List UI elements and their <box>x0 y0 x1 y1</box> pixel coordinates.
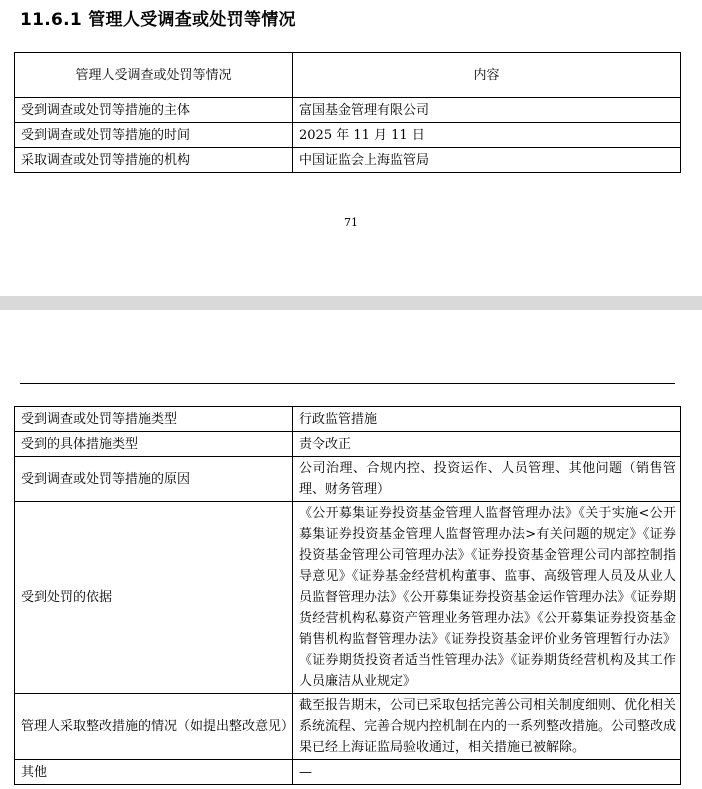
header-cell-category: 管理人受调查或处罚等情况 <box>15 53 293 98</box>
page-separator <box>0 296 702 310</box>
investigation-detail-table <box>14 406 681 785</box>
row-value: 截至报告期末，公司已采取包括完善公司相关制度细则、优化相关系统流程、完善合规内控机制在内的一系列整改措施。公司整改成果已经上海证监局验收通过，相关措施已被解除。 <box>293 694 681 760</box>
table-header-row <box>15 53 681 98</box>
section-heading: 11.6.1 管理人受调查或处罚等情况 <box>20 10 296 30</box>
table-row <box>15 407 681 432</box>
row-value: 责令改正 <box>293 432 681 457</box>
row-value: 2025 年 11 月 11 日 <box>293 123 681 148</box>
row-value: — <box>293 760 681 785</box>
table-row <box>15 123 681 148</box>
header-cell-content: 内容 <box>293 53 681 98</box>
table-row <box>15 148 681 173</box>
table-row <box>15 694 681 760</box>
row-value: 公司治理、合规内控、投资运作、人员管理、其他问题（销售管理、财务管理） <box>293 457 681 502</box>
row-label: 受到的具体措施类型 <box>15 432 293 457</box>
row-label: 采取调查或处罚等措施的机构 <box>15 148 293 173</box>
table-row <box>15 432 681 457</box>
page-number: 71 <box>344 216 358 229</box>
table-row <box>15 502 681 694</box>
row-value: 行政监管措施 <box>293 407 681 432</box>
row-label: 受到调查或处罚等措施的时间 <box>15 123 293 148</box>
header-rule <box>20 383 675 384</box>
document-page-2 <box>0 310 702 789</box>
row-label: 受到调查或处罚等措施类型 <box>15 407 293 432</box>
table-row <box>15 457 681 502</box>
row-value: 《公开募集证券投资基金管理人监督管理办法》《关于实施<公开募集证券投资基金管理人监督管理办法>有关问题的规定》《证券投资基金管理公司管理办法》《证券投资基金管理公司内部控制指导意见》《证券基金经营机构董事、监事、高级管理人员及从业人员监督管理办法》《公开募集证券投资基金运作管理办法》《证券期货经营机构私募资产管理业务管理办法》《公开募集证券投资基金销售机构监督管理办法》《证券投资基金评价业务管理暂行办法》《证券期货投资者适当性管理办法》《证券期货经营机构及其工作人员廉洁从业规定》 <box>293 502 681 694</box>
row-label: 其他 <box>15 760 293 785</box>
table-row <box>15 760 681 785</box>
row-value: 中国证监会上海监管局 <box>293 148 681 173</box>
row-label: 受到调查或处罚等措施的主体 <box>15 98 293 123</box>
table-row <box>15 98 681 123</box>
document-page-1 <box>0 0 702 296</box>
row-label: 管理人采取整改措施的情况（如提出整改意见） <box>15 694 293 760</box>
investigation-summary-table <box>14 52 681 173</box>
row-value: 富国基金管理有限公司 <box>293 98 681 123</box>
row-label: 受到调查或处罚等措施的原因 <box>15 457 293 502</box>
row-label: 受到处罚的依据 <box>15 502 293 694</box>
